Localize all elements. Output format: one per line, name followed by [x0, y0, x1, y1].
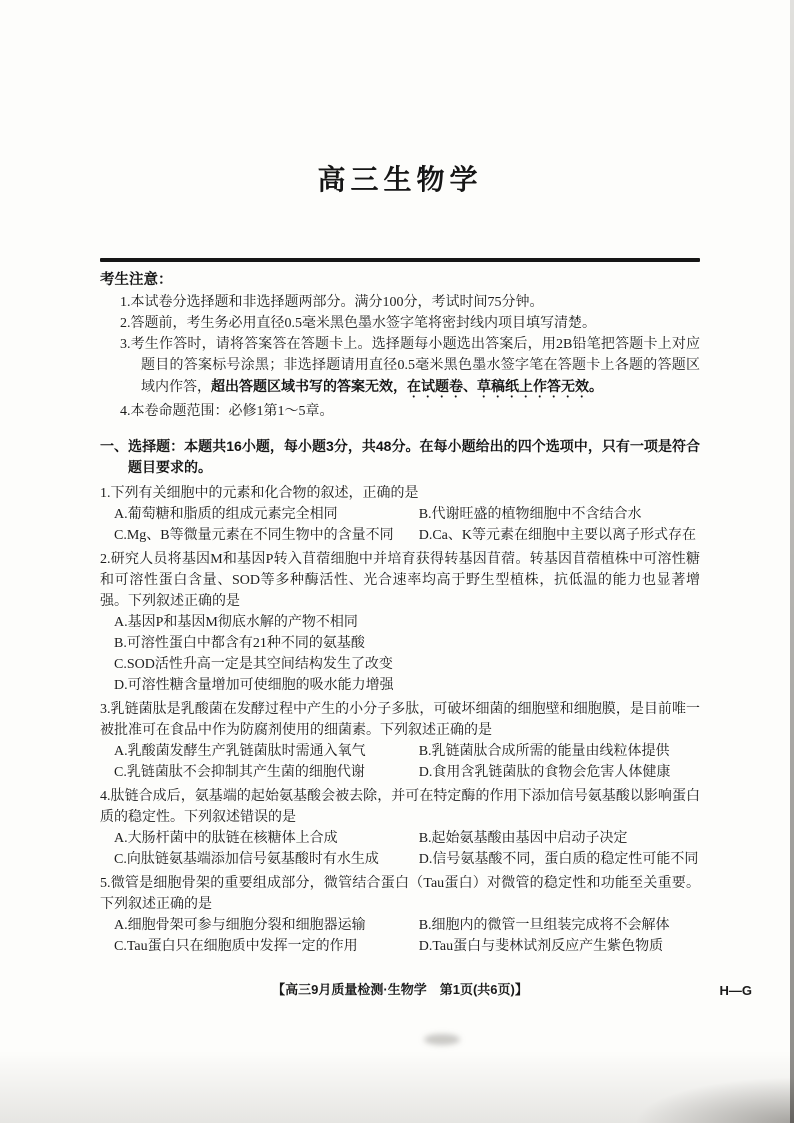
scan-artifact-smudge — [424, 1034, 460, 1045]
notice-item-2: 2.答题前，考生务必用直径0.5毫米黑色墨水签字笔将密封线内项目填写清楚。 — [120, 315, 596, 331]
notice-item-3-bold: 超出答题区域书写的答案无效， — [211, 377, 407, 394]
notice-item-1: 1.本试卷分选择题和非选择题两部分。满分100分，考试时间75分钟。 — [120, 294, 544, 310]
question-4-option-c: C.向肽链氨基端添加信号氨基酸时有水生成 — [114, 851, 379, 867]
section-heading: 一、选择题：本题共16小题，每小题3分，共48分。在每小题给出的四个选项中，只有一项是符合题目要求的。 — [100, 437, 700, 475]
question-3 — [100, 699, 700, 783]
notice-heading: 考生注意： — [100, 272, 173, 288]
question-4-stem: 4.肽链合成后，氨基端的起始氨基酸会被去除，并可在特定酶的作用下添加信号氨基酸以影响蛋白质的稳定性。下列叙述错误的是 — [100, 788, 700, 825]
question-3-option-a: A.乳酸菌发酵生产乳链菌肽时需通入氧气 — [114, 743, 366, 759]
page-footer — [100, 980, 752, 1000]
question-1-options — [100, 504, 700, 546]
questions-list — [100, 483, 700, 957]
question-5 — [100, 873, 700, 957]
notice-item-4: 4.本卷命题范围：必修1第1～5章。 — [120, 403, 334, 419]
question-4-options — [100, 828, 700, 870]
notice-block — [100, 270, 700, 422]
question-5-option-c: C.Tau蛋白只在细胞质中发挥一定的作用 — [114, 938, 358, 954]
notice-item-3 — [120, 334, 700, 401]
question-1-option-a: A.葡萄糖和脂质的组成元素完全相同 — [114, 506, 338, 522]
question-2-option-a: A.基因P和基因M彻底水解的产物不相同 — [114, 614, 358, 630]
divider-rule — [100, 258, 700, 262]
question-2-stem: 2.研究人员将基因M和基因P转入苜蓿细胞中并培育获得转基因苜蓿。转基因苜蓿植株中可溶性糖和可溶性蛋白含量、SOD等多种酶活性、光合速率均高于野生型植株，抗低温的能力也显著增强。下列叙述正确的是 — [100, 551, 700, 609]
notice-item-3-bold-dotted: 在试题卷、草稿纸上作答无效。 — [407, 377, 603, 394]
question-1 — [100, 483, 700, 546]
question-3-option-c: C.乳链菌肽不会抑制其产生菌的细胞代谢 — [114, 764, 365, 780]
scan-artifact-corner-shadow — [634, 1077, 794, 1123]
question-5-option-d: D.Tau蛋白与斐林试剂反应产生紫色物质 — [418, 938, 664, 954]
question-2-option-d: D.可溶性糖含量增加可使细胞的吸水能力增强 — [114, 677, 394, 693]
question-1-option-d: D.Ca、K等元素在细胞中主要以离子形式存在 — [418, 527, 696, 543]
question-1-stem: 1.下列有关细胞中的元素和化合物的叙述，正确的是 — [100, 485, 419, 501]
question-2-option-c: C.SOD活性升高一定是其空间结构发生了改变 — [114, 656, 393, 672]
question-5-option-a: A.细胞骨架可参与细胞分裂和细胞器运输 — [114, 917, 366, 933]
footer-text: 【高三9月质量检测·生物学 第1页(共6页)】 — [272, 982, 528, 997]
page-title: 高三生物学 — [317, 165, 483, 196]
question-3-stem: 3.乳链菌肽是乳酸菌在发酵过程中产生的小分子多肽，可破坏细菌的细胞壁和细胞膜，是目前唯一被批准可在食品中作为防腐剂使用的细菌素。下列叙述正确的是 — [100, 701, 700, 738]
question-5-option-b: B.细胞内的微管一旦组装完成将不会解体 — [418, 917, 670, 933]
question-2 — [100, 549, 700, 696]
notice-items — [120, 292, 700, 422]
footer-code: H—G — [719, 983, 752, 998]
question-1-option-c: C.Mg、B等微量元素在不同生物中的含量不同 — [114, 527, 394, 543]
scan-artifact-bottom-shade — [0, 1051, 794, 1123]
question-4-option-d: D.信号氨基酸不同，蛋白质的稳定性可能不同 — [418, 851, 699, 867]
question-3-options — [100, 741, 700, 783]
question-5-options — [100, 915, 700, 957]
question-1-option-b: B.代谢旺盛的植物细胞中不含结合水 — [418, 506, 642, 522]
question-3-option-d: D.食用含乳链菌肽的食物会危害人体健康 — [418, 764, 671, 780]
page-content — [100, 0, 700, 957]
question-2-option-b: B.可溶性蛋白中都含有21种不同的氨基酸 — [114, 635, 365, 651]
question-4-option-b: B.起始氨基酸由基因中启动子决定 — [418, 830, 628, 846]
scan-artifact-right-edge — [790, 0, 794, 1123]
question-3-option-b: B.乳链菌肽合成所需的能量由线粒体提供 — [418, 743, 670, 759]
question-2-options — [100, 612, 700, 696]
question-4 — [100, 786, 700, 870]
question-4-option-a: A.大肠杆菌中的肽链在核糖体上合成 — [114, 830, 338, 846]
notice-item-3-text: 3.考生作答时，请将答案答在答题卡上。选择题每小题选出答案后，用2B铅笔把答题卡上对应题目的答案标号涂黑；非选择题请用直径0.5毫米黑色墨水签字笔在答题卡上各题的答题区域内作答， — [120, 336, 700, 395]
question-5-stem: 5.微管是细胞骨架的重要组成部分，微管结合蛋白（Tau蛋白）对微管的稳定性和功能至关重要。下列叙述正确的是 — [100, 875, 700, 912]
